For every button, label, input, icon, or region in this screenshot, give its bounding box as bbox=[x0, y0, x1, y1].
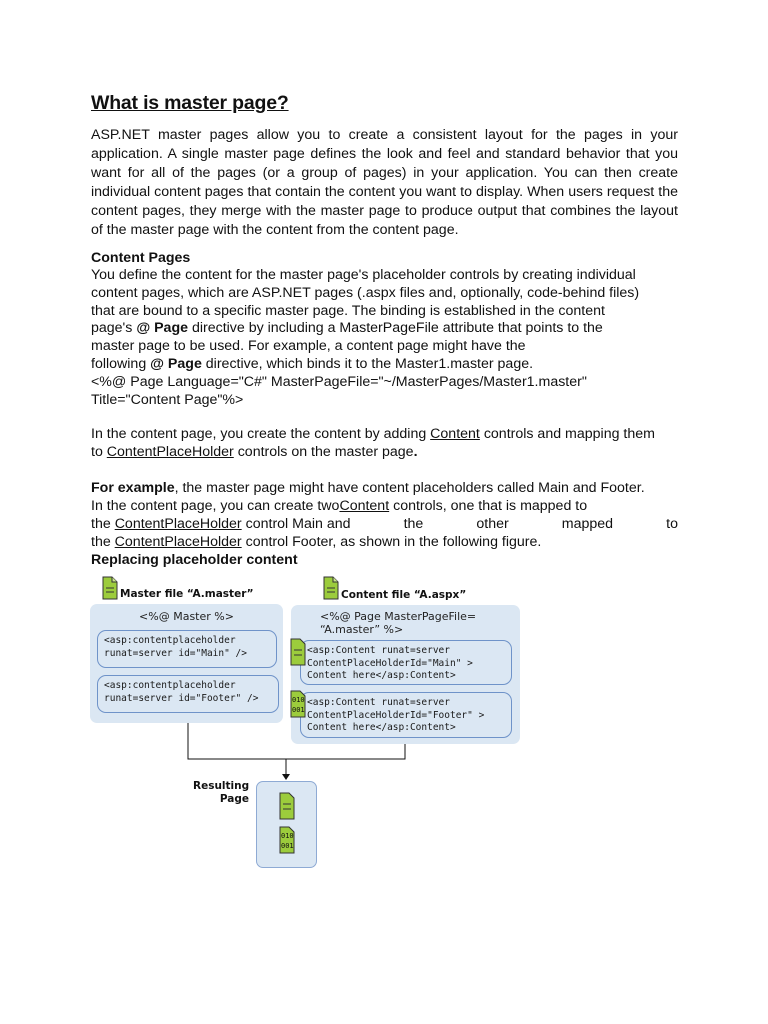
binary-text-bottom: 001 bbox=[281, 842, 294, 850]
intro-paragraph: ASP.NET master pages allow you to create a consistent layout for the pages in your application. A single master page defines the look and feel and standard behavior that you want for all of the pages (or a group of pages) in your application. You can then create individual content pages that contain the content you want to display. When users request the content pages, they merge with the master page to produce output that combines the layout of the master page with the content from the content page. bbox=[91, 127, 678, 238]
content-link[interactable]: Content bbox=[430, 426, 480, 443]
mapping-paragraph: In the content page, you create the content by adding Content controls and mapping them to ContentPlaceHolder controls on the master page. bbox=[91, 426, 655, 461]
content-control-main: <asp:Content runat=server ContentPlaceHolderId="Main" > Content here</asp:Content> bbox=[300, 640, 512, 685]
contentplaceholder-link-2[interactable]: ContentPlaceHolder bbox=[114, 515, 242, 532]
binary-text-top: 010 bbox=[281, 832, 294, 840]
content-link-2[interactable]: Content bbox=[339, 497, 390, 514]
master-file-title: Master file “A.master” bbox=[120, 588, 254, 600]
contentplaceholder-link[interactable]: ContentPlaceHolder bbox=[106, 444, 234, 461]
example-paragraph: For example, the master page might have content placeholders called Main and Footer. In the content page, you can create two Content controls, one that is mapped to the ContentPlaceHolder control Main and the other mapped to the ContentPlaceHolder control Footer, as shown in the following figure. bbox=[91, 479, 678, 550]
placeholder-diagram bbox=[90, 574, 530, 874]
code-directive-line: <%@ Page Language="C#" MasterPageFile="~/MasterPages/Master1.master" bbox=[91, 373, 587, 390]
content-file-title: Content file “A.aspx” bbox=[341, 589, 467, 601]
master-placeholder-footer: <asp:contentplaceholder runat=server id="Footer" /> bbox=[97, 675, 279, 713]
master-placeholder-main: <asp:contentplaceholder runat=server id="Main" /> bbox=[97, 630, 277, 668]
page-title: What is master page? bbox=[91, 92, 289, 114]
contentplaceholder-link-3[interactable]: ContentPlaceHolder bbox=[114, 533, 242, 550]
document-page bbox=[91, 92, 678, 569]
content-pages-paragraph: You define the content for the master page's placeholder controls by creating individual content pages, which are ASP.NET pages (.aspx files and, optionally, code-behind files) that are bound to a specific master page. The binding is established in the content page's @ Page directive by including a MasterPageFile attribute that points to the master page to be used. For example, a content page might have the following @ Page directive, which binds it to the Master1.master page. <%@ Page Language="C#" MasterPageFile="~/MasterPages/Master1.master" Title="Content Page"%> bbox=[91, 267, 678, 409]
binary-text-bottom: 001 bbox=[292, 706, 305, 714]
result-binary-doc-icon bbox=[279, 826, 295, 854]
master-directive: <%@ Master %> bbox=[139, 610, 234, 623]
resulting-page-label: Resulting Page bbox=[193, 780, 250, 805]
result-green-doc-icon bbox=[279, 792, 295, 820]
content-pages-heading: Content Pages bbox=[91, 250, 191, 266]
content-directive: <%@ Page MasterPageFile= “A.master” %> bbox=[320, 610, 477, 636]
binary-text-top: 010 bbox=[292, 696, 305, 704]
figure-caption: Replacing placeholder content bbox=[91, 551, 298, 568]
content-control-footer: <asp:Content runat=server ContentPlaceHolderId="Footer" > Content here</asp:Content> bbox=[300, 692, 512, 738]
